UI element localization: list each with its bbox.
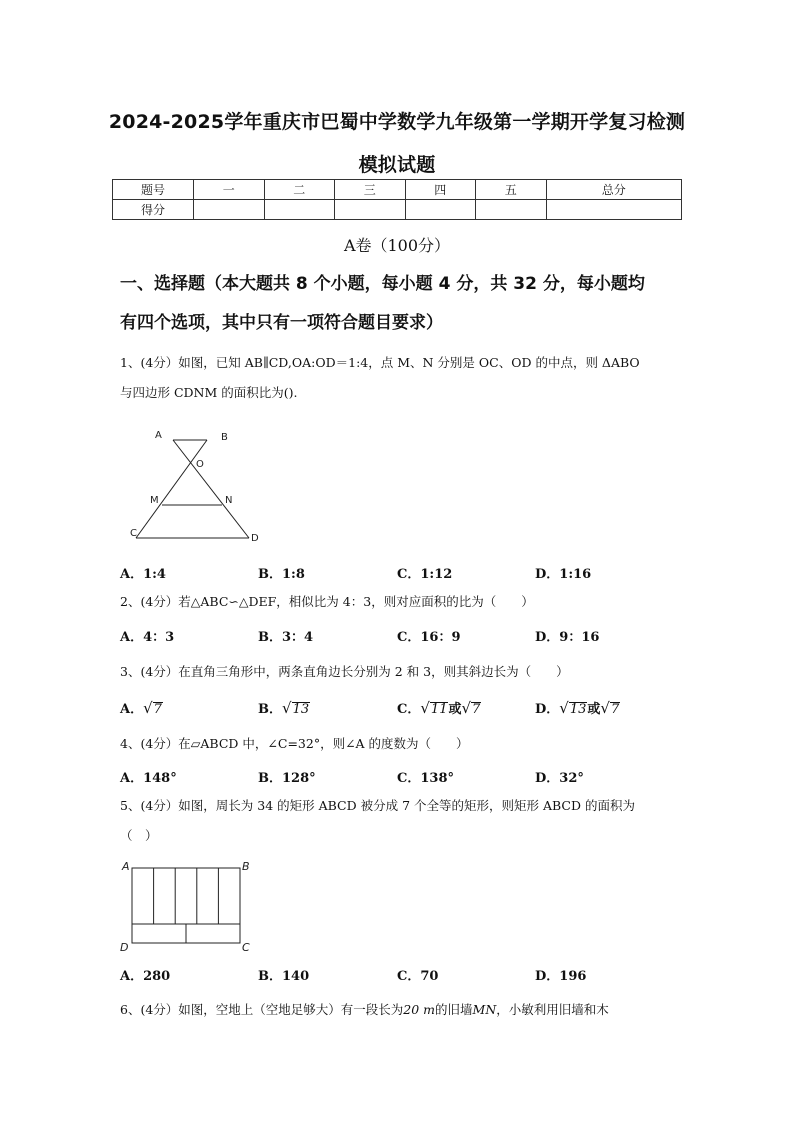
sqrt-icon: √	[559, 699, 569, 717]
q3-option-b-letter: B．	[258, 702, 282, 717]
q3-option-a[interactable]	[120, 698, 163, 717]
exam-title-line2: 模拟试题	[358, 154, 436, 176]
q1-line2: 与四边形 CDNM 的面积比为().	[120, 385, 298, 400]
question-2: 2、(4分）若△ABC∽△DEF，相似比为 4：3，则对应面积的比为（ ）	[120, 594, 534, 609]
question-5	[120, 791, 680, 851]
q1-line1: 1、(4分）如图，已知 AB∥CD,OA:OD＝1:4，点 M、N 分别是 OC、OD 的中点，则 ΔABO	[120, 355, 640, 370]
q5-option-c[interactable]: C．70	[397, 969, 439, 984]
q4-option-d[interactable]: D．32°	[535, 771, 584, 786]
score-cell: 得分	[113, 200, 194, 220]
score-cell: 四	[405, 180, 476, 200]
sqrt-icon: √	[143, 699, 153, 717]
q1-option-b[interactable]: B．1:8	[258, 567, 305, 582]
score-table-header-row	[113, 180, 682, 200]
q1-figure	[125, 425, 270, 547]
q3-option-b[interactable]	[258, 698, 310, 717]
label-c: C	[242, 941, 250, 954]
sqrt-icon: √	[600, 699, 610, 717]
score-table-score-row	[113, 200, 682, 220]
section1-line1: 一、选择题（本大题共 8 个小题，每小题 4 分，共 32 分，每小题均	[120, 274, 645, 294]
segment-bc	[136, 440, 207, 538]
label-b: B	[242, 860, 250, 873]
q5-figure	[118, 856, 258, 956]
q2-option-b[interactable]: B．3：4	[258, 630, 314, 645]
q1-option-a[interactable]: A．1:4	[120, 567, 166, 582]
q6-text-post: ，小敏利用旧墙和木	[496, 1002, 609, 1017]
q3-radicand: 7	[472, 702, 481, 717]
label-b: B	[221, 432, 228, 443]
q6-text-mid: 的旧墙	[435, 1002, 473, 1017]
score-cell: 一	[194, 180, 265, 200]
q3-radicand: 7	[153, 702, 162, 717]
label-a: A	[122, 860, 130, 873]
label-c: C	[130, 528, 137, 539]
q1-option-c[interactable]: C．1:12	[397, 567, 453, 582]
score-cell-empty	[546, 200, 682, 220]
score-cell-empty	[335, 200, 406, 220]
q5-option-a[interactable]: A．280	[120, 969, 171, 984]
q3-or-word: 或	[448, 702, 462, 717]
q5-line1: 5、(4分）如图，周长为 34 的矩形 ABCD 被分成 7 个全等的矩形，则矩形 ABCD 的面积为	[120, 798, 635, 813]
q3-or-word: 或	[587, 702, 601, 717]
q2-option-c[interactable]: C．16：9	[397, 630, 461, 645]
label-o: O	[196, 459, 204, 470]
q6-text-pre: 6、(4分）如图，空地上（空地足够大）有一段长为	[120, 1002, 404, 1017]
q3-radicand: 13	[569, 702, 587, 717]
section1-line2: 有四个选项，其中只有一项符合题目要求）	[120, 313, 443, 333]
q1-option-d[interactable]: D．1:16	[535, 567, 592, 582]
score-cell: 三	[335, 180, 406, 200]
q3-option-c[interactable]	[397, 698, 481, 717]
question-6	[120, 995, 680, 1025]
sqrt-icon: √	[461, 699, 472, 717]
score-cell: 总分	[546, 180, 682, 200]
exam-title-line1: 2024-2025学年重庆市巴蜀中学数学九年级第一学期开学复习检测	[108, 111, 686, 133]
score-cell: 题号	[113, 180, 194, 200]
q3-option-d[interactable]	[535, 698, 620, 717]
q6-length: 20 m	[403, 1002, 436, 1017]
q2-option-d[interactable]: D．9：16	[535, 630, 600, 645]
q4-option-c[interactable]: C．138°	[397, 771, 454, 786]
q3-option-d-letter: D．	[535, 702, 560, 717]
q4-option-b[interactable]: B．128°	[258, 771, 316, 786]
label-a: A	[155, 430, 162, 441]
score-table	[112, 179, 682, 220]
score-cell-empty	[476, 200, 547, 220]
question-3: 3、(4分）在直角三角形中，两条直角边长分别为 2 和 3，则其斜边长为（ ）	[120, 664, 569, 679]
label-d: D	[251, 533, 259, 544]
question-4: 4、(4分）在▱ABCD 中，∠C=32°，则∠A 的度数为（ ）	[120, 736, 469, 751]
score-cell: 二	[264, 180, 335, 200]
q5-line2: （ ）	[120, 828, 158, 843]
label-d: D	[120, 941, 129, 954]
q5-option-b[interactable]: B．140	[258, 969, 310, 984]
q3-radicand: 13	[292, 702, 310, 717]
q3-radicand: 11	[430, 702, 448, 717]
q3-option-a-letter: A．	[120, 702, 144, 717]
paper-volume-heading: A卷（100分）	[343, 236, 451, 255]
q5-option-d[interactable]: D．196	[535, 969, 587, 984]
segment-ad	[173, 440, 249, 538]
score-cell-empty	[194, 200, 265, 220]
score-cell-empty	[405, 200, 476, 220]
sqrt-icon: √	[282, 699, 292, 717]
score-cell-empty	[264, 200, 335, 220]
sqrt-icon: √	[420, 699, 430, 717]
label-m: M	[150, 495, 159, 506]
question-1	[120, 348, 680, 408]
q2-option-a[interactable]: A．4：3	[120, 630, 175, 645]
q3-option-c-letter: C．	[397, 702, 421, 717]
q4-option-a[interactable]: A．148°	[120, 771, 177, 786]
section1-heading	[120, 265, 680, 343]
label-n: N	[225, 495, 233, 506]
score-cell: 五	[476, 180, 547, 200]
q3-radicand: 7	[610, 702, 620, 717]
q6-wall: MN	[472, 1002, 497, 1017]
